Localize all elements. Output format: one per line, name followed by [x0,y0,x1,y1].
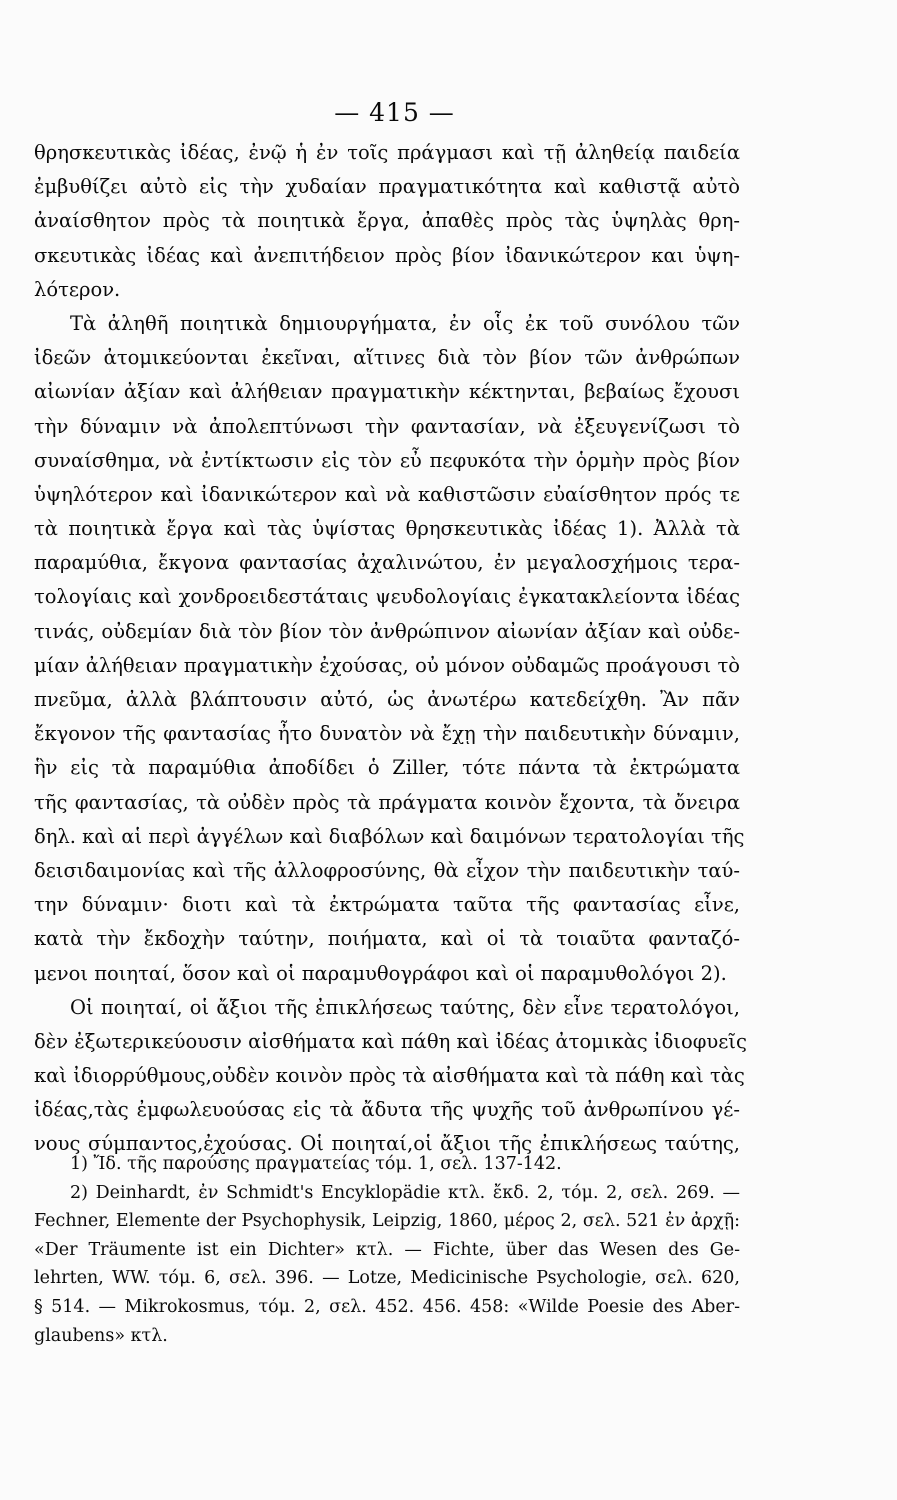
text-line: δηλ. καὶ αἱ περὶ ἀγγέλων καὶ διαβόλων καὶ δαιμόνων τερατολογίαι τῆς [34,824,745,848]
text-line: ἔκγονον τῆς φαντασίας ἦτο δυνατὸν νὰ ἔχῃ τὴν παιδευτικὴν δύναμιν, [34,722,740,746]
text-line: καὶ ἰδιορρύθμους,οὐδὲν κοινὸν πρὸς τὰ αἰσθήματα καὶ τὰ πάθη καὶ τὰς [34,1064,745,1088]
text-line: ἰδέας,τὰς ἐμφωλευούσας εἰς τὰ ἄδυτα τῆς ψυχῆς τοῦ ἀνθρωπίνου γέ- [34,1098,740,1122]
text-line: τὴν δύναμιν νὰ ἀπολεπτύνωσι τὴν φαντασίαν, νὰ ἐξευγενίζωσι τὸ [34,414,740,438]
page-number: — 415 — [334,98,455,127]
footnote-line: «Der Träumente ist ein Dichter» κτλ. — Fichte, über das Wesen des Ge- [34,1239,740,1260]
text-line: μίαν ἀλήθειαν πραγματικὴν ἐχούσας, οὐ μόνον οὐδαμῶς προάγουσι τὸ [34,653,740,677]
text-line: κατὰ τὴν ἔκδοχὴν ταύτην, ποιήματα, καὶ οἱ τὰ τοιαῦτα φανταζό- [34,927,740,951]
footnote-line: lehrten, WW. τόμ. 6, σελ. 396. — Lotze, Medicinische Psychologie, σελ. 620, [34,1268,740,1289]
text-line: τῆς φαντασίας, τὰ οὐδὲν πρὸς τὰ πράγματα κοινὸν ἔχοντα, τὰ ὄνειρα [34,790,740,814]
text-line: συναίσθημα, νὰ ἐντίκτωσιν εἰς τὸν εὖ πεφυκότα τὴν ὁρμὴν πρὸς βίον [34,448,740,472]
text-line: ὑψηλότερον καὶ ἰδανικώτερον καὶ νὰ καθιστῶσιν εὐαίσθητον πρός τε [34,482,740,506]
footnote-line: 1) Ἴδ. τῆς παρούσης πραγματείας τόμ. 1, σελ. 137-142. [70,1154,562,1174]
text-line: πνεῦμα, ἀλλὰ βλάπτουσιν αὐτό, ὡς ἀνωτέρω κατεδείχθη. Ἂν πᾶν [34,688,740,711]
footnote-line: Fechner, Elemente der Psychophysik, Leipzig, 1860, μέρος 2, σελ. 521 ἐν ἀρχῇ: [34,1211,740,1232]
text-line: ἰδεῶν ἀτομικεύονται ἐκεῖναι, αἵτινες διὰ τὸν βίον τῶν ἀνθρώπων [34,346,740,370]
text-line: νους σύμπαντος,ἐχούσας. Οἱ ποιηταί,οἱ ἄξιοι τῆς ἐπικλήσεως ταύτης, [34,1132,740,1156]
text-line: τινάς, οὐδεμίαν διὰ τὸν βίον τὸν ἀνθρώπινον αἰωνίαν ἀξίαν καὶ οὐδε- [34,619,740,643]
text-line: θρησκευτικὰς ἰδέας, ἐνῷ ἡ ἐν τοῖς πράγμασι καὶ τῇ ἀληθείᾳ παιδεία [34,141,740,164]
text-line: δὲν ἐξωτερικεύουσιν αἰσθήματα καὶ πάθη καὶ ἰδέας ἀτομικὰς ἰδιοφυεῖς [34,1029,747,1053]
text-line: δεισιδαιμονίας καὶ τῆς ἀλλοφροσύνης, θὰ εἶχον τὴν παιδευτικὴν ταύ- [34,858,740,882]
footnotes [34,1150,740,1350]
text-line: Τὰ ἀληθῆ ποιητικὰ δημιουργήματα, ἐν οἷς ἐκ τοῦ συνόλου τῶν [70,311,740,335]
text-line: Οἱ ποιηταί, οἱ ἄξιοι τῆς ἐπικλήσεως ταύτης, δὲν εἶνε τερατολόγοι, [70,995,740,1019]
footnote-line: glaubens» κτλ. [34,1325,168,1346]
main-text [34,136,747,1162]
text-line: σκευτικὰς ἰδέας καὶ ἀνεπιτήδειον πρὸς βίον ἰδανικώτερον και ὑψη- [34,243,740,267]
text-line: ἐμβυθίζει αὐτὸ εἰς τὴν χυδαίαν πραγματικότητα καὶ καθιστᾷ αὐτὸ [34,175,740,199]
footnote-line: § 514. — Mikrokosmus, τόμ. 2, σελ. 452. 456. 458: «Wilde Poesie des Aber- [34,1296,740,1317]
text-line: μενοι ποιηταί, ὅσον καὶ οἱ παραμυθογράφοι καὶ οἱ παραμυθολόγοι 2). [34,961,727,985]
text-line: ἀναίσθητον πρὸς τὰ ποιητικὰ ἔργα, ἀπαθὲς πρὸς τὰς ὑψηλὰς θρη- [34,209,740,233]
footnote-line: 2) Deinhardt, ἐν Schmidt's Encyklopädie κτλ. ἔκδ. 2, τόμ. 2, σελ. 269. — [70,1182,740,1203]
text-line: παραμύθια, ἔκγονα φαντασίας ἀχαλινώτου, ἐν μεγαλοσχήμοις τερα- [34,551,740,575]
text-line: αἰωνίαν ἀξίαν καὶ ἀλήθειαν πραγματικὴν κέκτηνται, βεβαίως ἔχουσι [34,380,740,404]
text-line: την δύναμιν· διοτι καὶ τὰ ἐκτρώματα ταῦτα τῆς φαντασίας εἶνε, [34,893,740,917]
text-line: ἣν εἰς τὰ παραμύθια ἀποδίδει ὁ Ziller, τότε πάντα τὰ ἐκτρώματα [34,756,740,780]
text-line: τὰ ποιητικὰ ἔργα καὶ τὰς ὑψίστας θρησκευτικὰς ἰδέας 1). Ἀλλὰ τὰ [34,517,740,541]
text-line: τολογίαις καὶ χονδροειδεστάταις ψευδολογίαις ἐγκατακλείοντα ἰδέας [34,585,740,609]
text-line: λότερον. [34,277,121,301]
